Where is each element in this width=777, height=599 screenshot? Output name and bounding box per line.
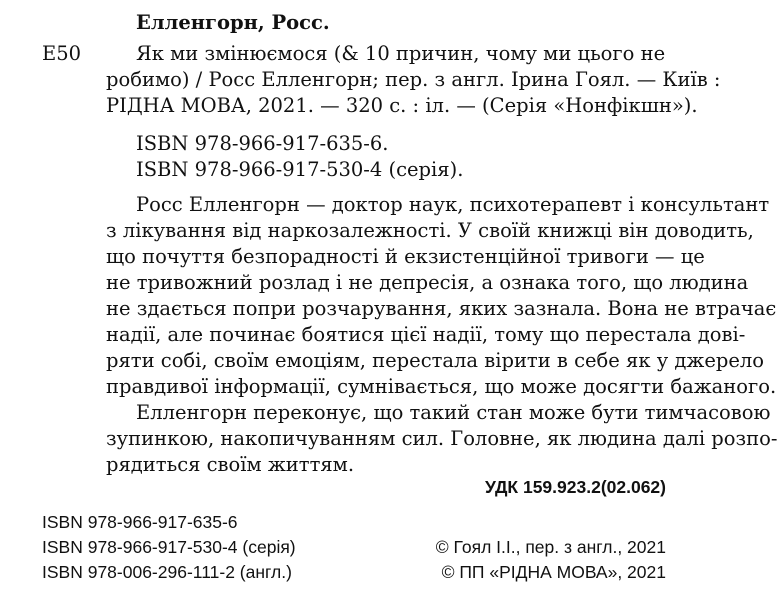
udc-code: УДК 159.923.2(02.062) (484, 477, 666, 497)
isbn-line: ISBN 978-966-917-530-4 (серія). (136, 158, 464, 181)
footer-isbn: ISBN 978-966-917-635-6 (42, 512, 238, 532)
annotation-line: що почуття безпорадності й екзистенційної тривоги — це (106, 245, 705, 268)
copyright-line: © Гоял І.І., пер. з англ., 2021 (435, 537, 666, 557)
annotation-line: надії, але починає боятися цієї надії, тому що перестала дові- (106, 323, 746, 346)
annotation-line: не здається попри розчарування, яких зазнала. Вона не втрачає (106, 297, 777, 320)
bibliographic-line: РІДНА МОВА, 2021. — 320 с. : іл. — (Серія «Нонфікшн»). (106, 94, 698, 117)
annotation-line: Елленгорн переконує, що такий стан може бути тимчасовою (136, 401, 771, 424)
footer-isbn: ISBN 978-006-296-111-2 (англ.) (42, 562, 292, 582)
annotation-line: правдивої інформації, сумнівається, що може досягти бажаного. (106, 375, 777, 398)
shelf-mark: Е50 (42, 42, 82, 65)
bibliographic-line: Як ми змінюємося (& 10 причин, чому ми цього не (136, 42, 666, 65)
annotation-line: ряти собі, своїм емоціям, перестала вірити в себе як у джерело (106, 349, 765, 372)
annotation-line: з лікування від наркозалежності. У своїй книжці він доводить, (106, 219, 754, 242)
author-heading: Елленгорн, Росс. (136, 11, 330, 34)
copyright-line: © ПП «РІДНА МОВА», 2021 (441, 562, 666, 582)
annotation-line: зупинкою, накопичуванням сил. Головне, як людина далі розпо- (106, 427, 777, 450)
annotation-line: не тривожний розлад і не депресія, а ознака того, що людина (106, 271, 749, 294)
footer-isbn: ISBN 978-966-917-530-4 (серія) (42, 537, 296, 557)
annotation-line: Росс Елленгорн — доктор наук, психотерапевт і консультант (136, 193, 770, 216)
annotation-line: рядиться своїм життям. (106, 453, 355, 476)
bibliographic-line: робимо) / Росс Елленгорн; пер. з англ. Ірина Гоял. — Київ : (106, 68, 721, 91)
isbn-line: ISBN 978-966-917-635-6. (136, 132, 389, 155)
